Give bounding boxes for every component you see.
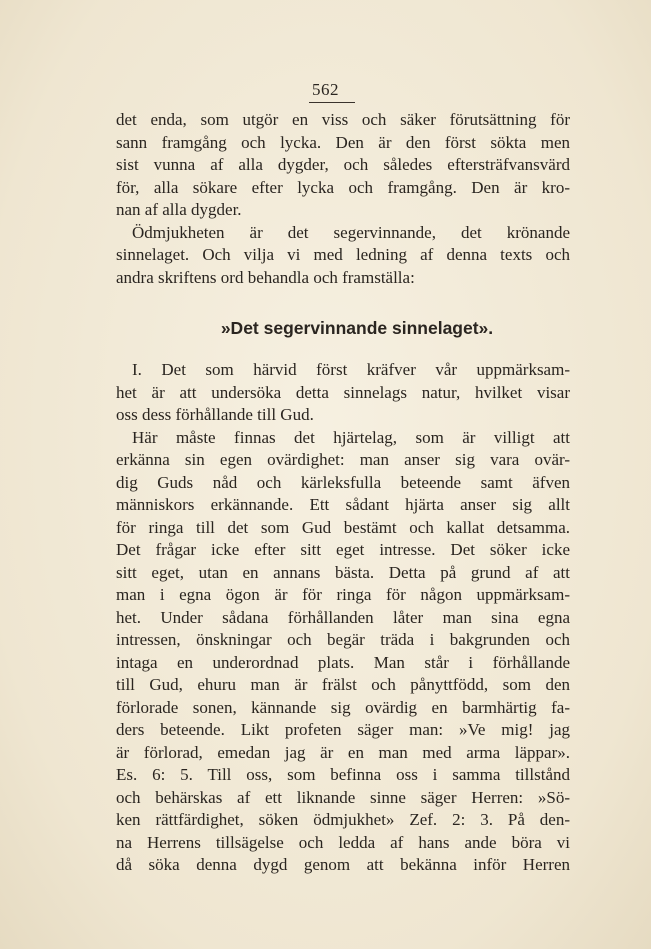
text-line: för ringa till det som Gud bestämt och kallat detsamma. xyxy=(116,517,570,537)
text-line: förlorade sonen, kännande sig ovärdig en barmhärtig fa- xyxy=(116,697,570,717)
text-line: andra skriftens ord behandla och framställa: xyxy=(116,267,415,287)
text-line: intaga en underordnad plats. Man står i förhållande xyxy=(116,652,570,672)
text-line: sann framgång och lycka. Den är den först sökta men xyxy=(116,132,570,152)
text-line: då söka denna dygd genom att bekänna inför Herren xyxy=(116,855,570,874)
text-line: ders beteende. Likt profeten säger man: »Ve mig! jag xyxy=(116,720,570,739)
text-line: man i egna ögon är för ringa för någon uppmärksam- xyxy=(116,585,570,604)
text-line: het. Under sådana förhållanden låter man sina egna xyxy=(116,607,570,627)
text-line: Es. 6: 5. Till oss, som befinna oss i samma tillstånd xyxy=(116,765,570,784)
text-line: sist vunna af alla dygder, och således eftersträfvansvärd xyxy=(116,155,570,174)
text-line: nan af alla dygder. xyxy=(116,200,242,219)
text-line: intressen, önskningar och begär träda i bakgrunden och xyxy=(116,630,570,649)
text-line: dig Guds nåd och kärleksfulla beteende samt äfven xyxy=(116,472,570,492)
text-line: människors erkännande. Ett sådant hjärta anser sig allt xyxy=(116,495,570,514)
text-line: erkänna sin egen ovärdighet: man anser sig vara ovär- xyxy=(116,450,570,469)
section-heading: »Det segervinnande sinnelaget». xyxy=(220,318,494,338)
text-line: och behärskas af ett liknande sinne säger Herren: »Sö- xyxy=(116,787,570,807)
text-line: na Herrens tillsägelse och ledda af hans ande böra vi xyxy=(116,832,570,852)
text-line: het är att undersöka detta sinnelags natur, hvilket visar xyxy=(116,382,570,402)
text-line: ken rättfärdighet, söken ödmjukhet» Zef. 2: 3. På den- xyxy=(116,810,570,829)
text-line: för, alla sökare efter lycka och framgång. Den är kro- xyxy=(116,177,570,197)
page-number-rule xyxy=(309,102,355,103)
text-line: Här måste finnas det hjärtelag, som är villigt att xyxy=(132,427,570,447)
text-line: oss dess förhållande till Gud. xyxy=(116,405,314,424)
text-line: I. Det som härvid först kräfver vår uppmärksam- xyxy=(132,360,570,379)
text-line: Ödmjukheten är det segervinnande, det krönande xyxy=(132,222,570,242)
text-line: Det frågar icke efter sitt eget intresse. Det söker icke xyxy=(116,540,570,559)
text-line: det enda, som utgör en viss och säker förutsättning för xyxy=(116,110,570,129)
page-number: 562 xyxy=(312,80,339,99)
text-line: är förlorad, emedan jag är en man med arma läppar». xyxy=(116,742,570,762)
text-line: sitt eget, utan en annans bästa. Detta på grund af att xyxy=(116,562,570,582)
text-line: till Gud, ehuru man är frälst och pånyttfödd, som den xyxy=(116,675,570,694)
body-text xyxy=(116,109,570,877)
text-line: sinnelaget. Och vilja vi med ledning af denna texts och xyxy=(116,245,570,264)
